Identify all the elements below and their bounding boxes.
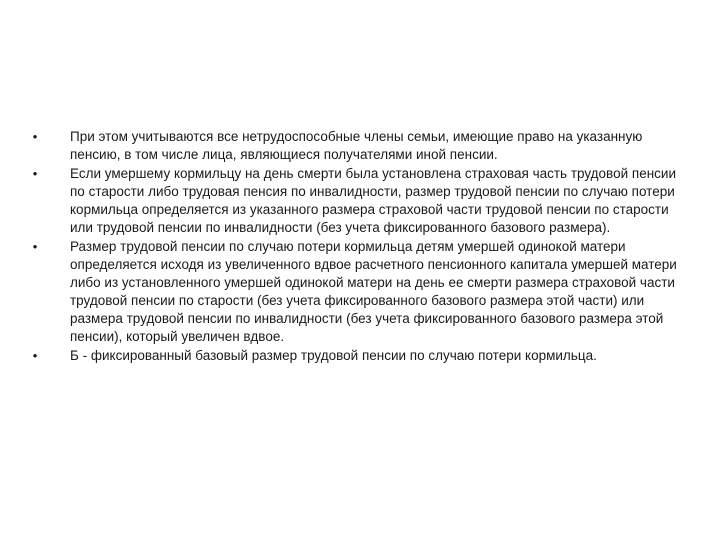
bullet-marker: • [32, 166, 38, 181]
bullet-marker: • [32, 239, 38, 254]
bullet-text: Размер трудовой пенсии по случаю потери кормильца детям умершей одинокой матери определяется исходя из увеличенного вдвое расчетного пенсионного капитала умершей матери либо из установленного умершей одинокой матери на день ее смерти размера страховой части трудовой пенсии по старости (без учета фиксированного базового размера этой части) или размера трудовой пенсии по инвалидности (без учета фиксированного базового размера этой пенсии), который увеличен вдвое. [70, 239, 677, 344]
list-item [30, 165, 680, 237]
bullet-text: Б - фиксированный базовый размер трудовой пенсии по случаю потери кормильца. [70, 348, 597, 363]
bullet-list [30, 128, 680, 366]
bullet-marker: • [32, 129, 38, 144]
bullet-marker: • [32, 348, 38, 363]
bullet-text: Если умершему кормильцу на день смерти была установлена страховая часть трудовой пенсии по старости либо трудовая пенсия по инвалидности, размер трудовой пенсии по случаю потери кормильца определяется из указанного размера страховой части трудовой пенсии по старости или трудовой пенсии по инвалидности (без учета фиксированного базового размера). [70, 166, 676, 235]
list-item [30, 347, 680, 365]
list-item [30, 128, 680, 164]
bullet-text: При этом учитываются все нетрудоспособные члены семьи, имеющие право на указанную пенсию, в том числе лица, являющиеся получателями иной пенсии. [70, 129, 643, 162]
list-item [30, 238, 680, 346]
